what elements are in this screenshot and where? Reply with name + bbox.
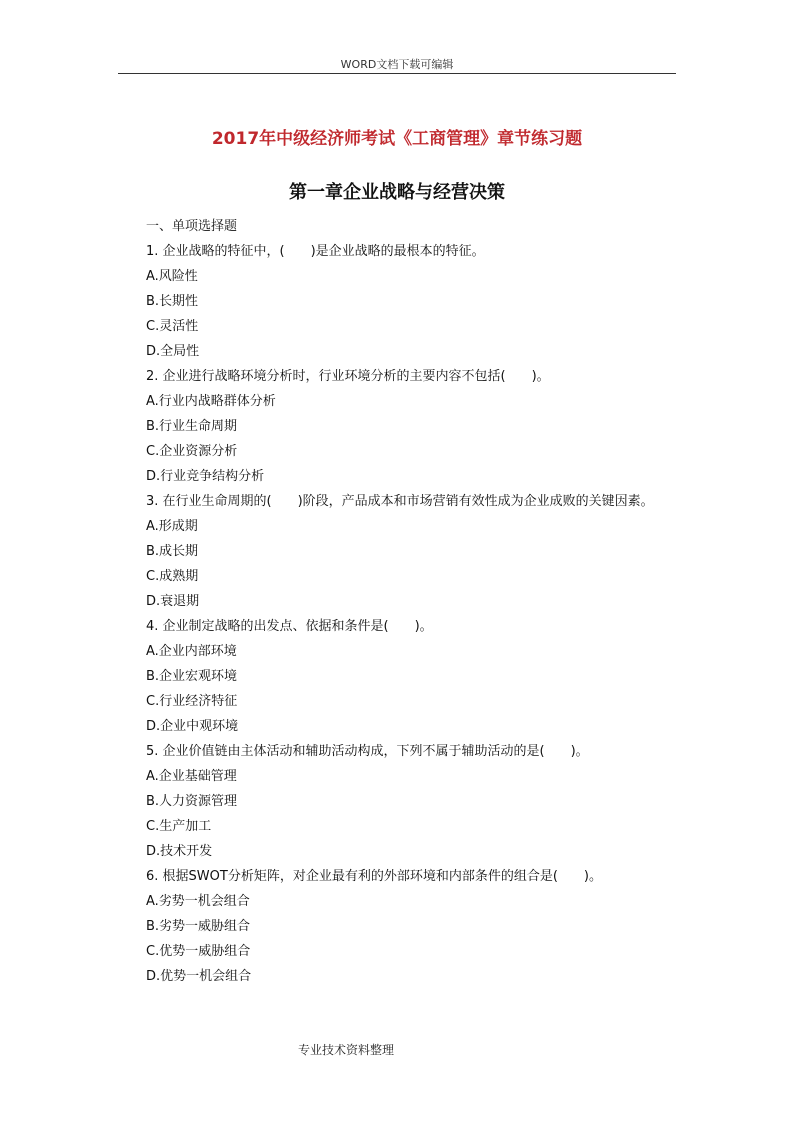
option: D.优势一机会组合 [146,969,252,984]
option: C.行业经济特征 [146,694,238,709]
option: C.企业资源分析 [146,444,238,459]
question-stem: 4. 企业制定战略的出发点、依据和条件是( )。 [146,619,433,634]
option: C.生产加工 [146,819,212,834]
question-stem: 6. 根据SWOT分析矩阵，对企业最有利的外部环境和内部条件的组合是( )。 [146,869,602,884]
option: A.劣势一机会组合 [146,894,250,909]
option: B.成长期 [146,544,199,559]
header-divider [118,73,676,74]
question-stem: 3. 在行业生命周期的( )阶段，产品成本和市场营销有效性成为企业成败的关键因素。 [146,494,654,509]
option: A.形成期 [146,519,198,534]
question-stem: 5. 企业价值链由主体活动和辅助活动构成，下列不属于辅助活动的是( )。 [146,744,589,759]
option: D.企业中观环境 [146,719,239,734]
option: A.企业基础管理 [146,769,237,784]
chapter-title: 第一章企业战略与经营决策 [289,182,505,203]
option: C.灵活性 [146,319,199,334]
section-heading: 一、单项选择题 [146,219,238,234]
option: A.风险性 [146,269,198,284]
option: B.行业生命周期 [146,419,238,434]
question-stem: 1. 企业战略的特征中，( )是企业战略的最根本的特征。 [146,244,485,259]
question-stem: 2. 企业进行战略环境分析时，行业环境分析的主要内容不包括( )。 [146,369,550,384]
option: D.全局性 [146,344,200,359]
document-body [120,214,676,989]
page-footer: 专业技术资料整理 [298,1043,395,1057]
option: B.劣势一威胁组合 [146,919,251,934]
option: D.衰退期 [146,594,200,609]
option: B.长期性 [146,294,199,309]
option: B.企业宏观环境 [146,669,238,684]
option: C.优势一威胁组合 [146,944,251,959]
option: D.技术开发 [146,844,213,859]
option: B.人力资源管理 [146,794,238,809]
document-title: 2017年中级经济师考试《工商管理》章节练习题 [211,129,583,149]
option: A.企业内部环境 [146,644,237,659]
option: A.行业内战略群体分析 [146,394,276,409]
page-header: WORD文档下载可编辑 [340,58,454,71]
option: C.成熟期 [146,569,199,584]
option: D.行业竞争结构分析 [146,469,265,484]
